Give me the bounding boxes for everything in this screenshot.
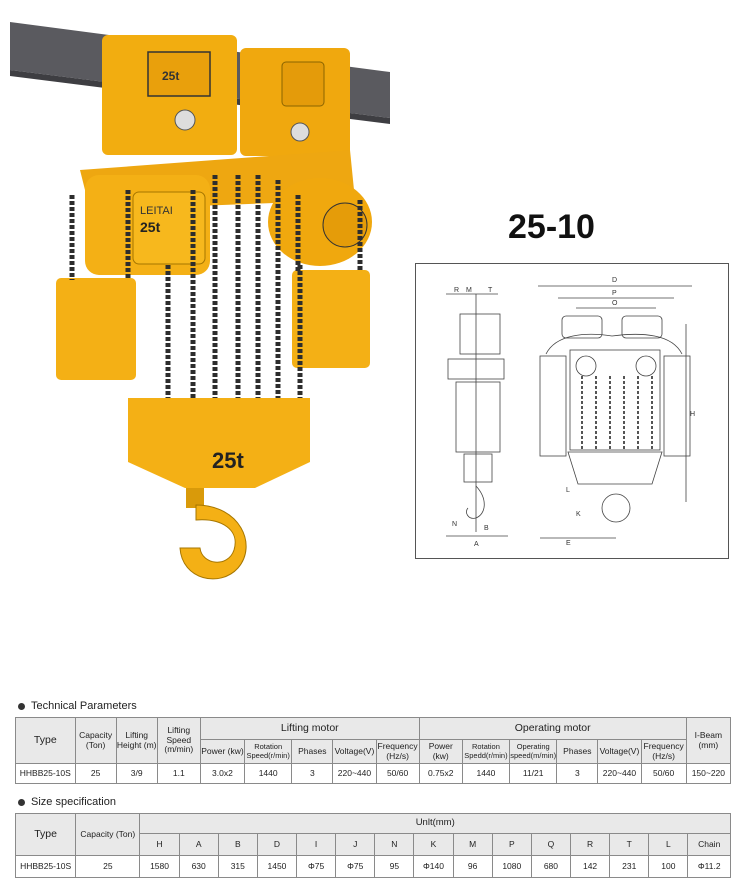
dim-label-m: M [466,287,472,294]
col-lifting-height: Lifting Height (m) [116,718,157,764]
size-col-b: B [218,834,257,856]
cell-om-power: 0.75x2 [419,764,462,784]
size-col-p: P [492,834,531,856]
technical-parameters-table [15,717,731,784]
hoist-brand: LEITAI [140,205,173,217]
size-col-n: N [375,834,414,856]
dim-label-r: R [454,287,460,294]
dimension-drawing [415,263,729,559]
size-cell-chain: Φ11.2 [688,856,731,878]
col-capacity: Capacity (Ton) [76,814,140,856]
cell-lm-frequency: 50/60 [376,764,419,784]
dim-label-a: A [474,541,479,548]
size-col-k: K [414,834,453,856]
technical-parameters-heading: Technical Parameters [18,700,137,712]
cell-om-voltage: 220~440 [598,764,641,784]
size-cell-r: 142 [571,856,610,878]
col-type: Type [16,718,76,764]
cell-ibeam: 150~220 [686,764,730,784]
dim-label-e: E [566,540,571,547]
svg-text:25t: 25t [140,219,161,235]
col-type: Type [16,814,76,856]
size-col-l: L [649,834,688,856]
size-specification-heading: Size specification [18,796,116,808]
size-col-q: Q [531,834,570,856]
col-om-speed: Operating speed(m/min) [510,740,557,764]
col-lm-power: Power (kw) [200,740,244,764]
svg-text:25t: 25t [162,69,180,83]
col-om-voltage: Voltage(V) [598,740,641,764]
table-row [16,856,731,878]
size-cell-b: 315 [218,856,257,878]
size-col-t: T [610,834,649,856]
size-col-d: D [257,834,296,856]
col-om-rotation: Rotation Spedd(r/min) [462,740,509,764]
size-cell-l: 100 [649,856,688,878]
model-label: 25-10 [508,208,595,246]
dim-label-b: B [484,525,489,532]
cell-type: HHBB25-10S [16,764,76,784]
col-lm-voltage: Voltage(V) [333,740,376,764]
size-cell-t: 231 [610,856,649,878]
size-col-j: J [336,834,375,856]
cell-om-frequency: 50/60 [641,764,686,784]
col-lifting-motor: Lifting motor [200,718,419,740]
dim-label-n: N [452,521,458,528]
size-cell-m: 96 [453,856,492,878]
dim-label-h: H [690,411,696,418]
col-om-frequency: Frequency (Hz/s) [641,740,686,764]
col-capacity: Capacity (Ton) [75,718,116,764]
cell-lifting-speed: 1.1 [157,764,200,784]
size-cell-p: 1080 [492,856,531,878]
dim-label-o: O [612,300,618,307]
size-cell-q: 680 [531,856,570,878]
cell-capacity: 25 [75,764,116,784]
col-lifting-speed: Lifting Speed (m/min) [157,718,200,764]
dim-label-k: K [576,511,581,518]
cell-lm-rotation: 1440 [245,764,292,784]
size-col-m: M [453,834,492,856]
size-cell-h: 1580 [140,856,179,878]
col-operating-motor: Operating motor [419,718,686,740]
size-col-r: R [571,834,610,856]
cell-type: HHBB25-10S [16,856,76,878]
col-om-phases: Phases [557,740,598,764]
cell-lifting-height: 3/9 [116,764,157,784]
cell-lm-voltage: 220~440 [333,764,376,784]
cell-lm-phases: 3 [292,764,333,784]
dim-label-t: T [488,287,493,294]
svg-text:25t: 25t [212,448,244,473]
dim-label-l: L [566,487,570,494]
col-om-power: Power (kw) [419,740,462,764]
col-lm-rotation: Rotation Speed(r/min) [245,740,292,764]
size-cell-j: Φ75 [336,856,375,878]
size-cell-d: 1450 [257,856,296,878]
cell-lm-power: 3.0x2 [200,764,244,784]
dim-label-d: D [612,277,618,284]
table-row [16,764,731,784]
cell-om-phases: 3 [557,764,598,784]
col-unit: Unlt(mm) [140,814,731,834]
cell-om-rotation: 1440 [462,764,509,784]
size-cell-k: Φ140 [414,856,453,878]
cell-capacity: 25 [76,856,140,878]
size-col-chain: Chain [688,834,731,856]
col-lm-phases: Phases [292,740,333,764]
cell-om-speed: 11/21 [510,764,557,784]
size-col-i: I [297,834,336,856]
size-cell-n: 95 [375,856,414,878]
bullet-icon [18,703,25,710]
size-specification-table [15,813,731,878]
size-cell-i: Φ75 [297,856,336,878]
size-cell-a: 630 [179,856,218,878]
bullet-icon [18,799,25,806]
col-ibeam: I-Beam (mm) [686,718,730,764]
size-col-h: H [140,834,179,856]
col-lm-frequency: Frequency (Hz/s) [376,740,419,764]
dim-label-p: P [612,290,617,297]
size-col-a: A [179,834,218,856]
